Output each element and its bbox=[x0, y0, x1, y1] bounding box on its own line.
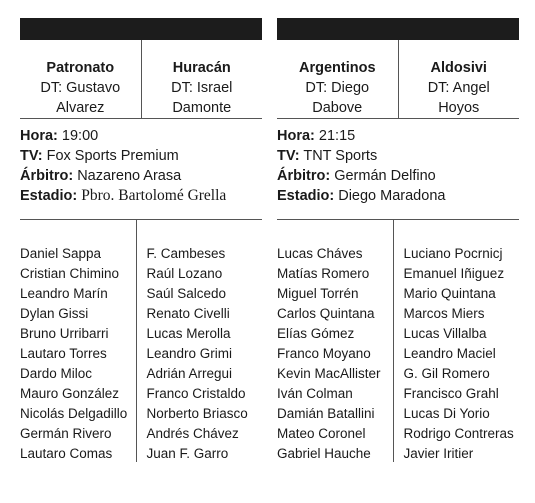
home-lineup bbox=[20, 220, 136, 462]
player-name: Mauro González bbox=[20, 386, 120, 401]
info-hora: Hora: 19:00 bbox=[20, 128, 99, 144]
match-info bbox=[277, 119, 519, 220]
player-name: Leandro Marín bbox=[20, 286, 108, 301]
teams-row bbox=[20, 40, 262, 119]
player-name: Miguel Torrén bbox=[277, 286, 359, 301]
player-name: Daniel Sappa bbox=[20, 246, 102, 261]
player-name: Bruno Urribarri bbox=[20, 326, 109, 341]
info-tv: TV: Fox Sports Premium bbox=[20, 148, 179, 164]
match-card-argentinos-aldosivi bbox=[277, 18, 519, 462]
home-lineup bbox=[277, 220, 393, 462]
player-name: G. Gil Romero bbox=[403, 366, 490, 381]
player-name: Lucas Cháves bbox=[277, 246, 363, 261]
away-coach-line-2: Hoyos bbox=[438, 100, 480, 116]
player-name: Elías Gómez bbox=[277, 326, 355, 341]
info-tv: TV: TNT Sports bbox=[277, 148, 378, 164]
player-name: Juan F. Garro bbox=[146, 446, 229, 461]
player-name: Cristian Chimino bbox=[20, 266, 120, 281]
away-team-name: Huracán bbox=[172, 60, 231, 76]
player-name: Saúl Salcedo bbox=[146, 286, 227, 301]
player-name: Adrián Arregui bbox=[146, 366, 233, 381]
player-name: Matías Romero bbox=[277, 266, 370, 281]
home-team bbox=[277, 40, 398, 118]
player-name: Franco Moyano bbox=[277, 346, 371, 361]
away-team bbox=[398, 40, 520, 118]
player-name: Marcos Miers bbox=[403, 306, 485, 321]
home-team-name: Patronato bbox=[46, 60, 115, 76]
player-name: Damián Batallini bbox=[277, 406, 375, 421]
player-name: Germán Rivero bbox=[20, 426, 112, 441]
player-name: Carlos Quintana bbox=[277, 306, 375, 321]
home-coach-line-1: DT: Gustavo bbox=[40, 80, 121, 96]
away-team-name: Aldosivi bbox=[430, 60, 487, 76]
home-coach-line-1: DT: Diego bbox=[305, 80, 370, 96]
info-estadio: Estadio: Diego Maradona bbox=[277, 188, 446, 204]
player-name: Nicolás Delgadillo bbox=[20, 406, 128, 421]
player-name: Andrés Chávez bbox=[146, 426, 239, 441]
player-name: Lucas Merolla bbox=[146, 326, 231, 341]
away-coach-line-2: Damonte bbox=[172, 100, 232, 116]
player-name: Kevin MacAllister bbox=[277, 366, 381, 381]
player-name: Lautaro Torres bbox=[20, 346, 107, 361]
player-name: Mario Quintana bbox=[403, 286, 496, 301]
player-name: Mateo Coronel bbox=[277, 426, 366, 441]
player-name: Raúl Lozano bbox=[146, 266, 223, 281]
away-coach-line-1: DT: Angel bbox=[427, 80, 490, 96]
header-bar bbox=[20, 18, 262, 40]
teams-row bbox=[277, 40, 519, 119]
player-name: Rodrigo Contreras bbox=[403, 426, 514, 441]
info-estadio: Estadio: Pbro. Bartolomé Grella bbox=[20, 187, 227, 204]
player-name: Dylan Gissi bbox=[20, 306, 89, 321]
lineups bbox=[20, 220, 262, 462]
match-card-patronato-huracan bbox=[20, 18, 262, 462]
home-team-name: Argentinos bbox=[298, 60, 376, 76]
player-name: Javier Iritier bbox=[403, 446, 474, 461]
away-coach-line-1: DT: Israel bbox=[171, 80, 233, 96]
player-name: Lucas Villalba bbox=[403, 326, 487, 341]
home-team bbox=[20, 40, 141, 118]
info-hora: Hora: 21:15 bbox=[277, 128, 356, 144]
player-name: F. Cambeses bbox=[146, 246, 226, 261]
match-info bbox=[20, 119, 262, 220]
player-name: Lucas Di Yorio bbox=[403, 406, 490, 421]
info-arbitro: Árbitro: Germán Delfino bbox=[277, 168, 436, 184]
away-lineup bbox=[393, 220, 520, 462]
player-name: Norberto Briasco bbox=[146, 406, 248, 421]
player-name: Emanuel Iñiguez bbox=[403, 266, 505, 281]
player-name: Renato Civelli bbox=[146, 306, 230, 321]
player-name: Francisco Grahl bbox=[403, 386, 499, 401]
player-name: Iván Colman bbox=[277, 386, 353, 401]
player-name: Gabriel Hauche bbox=[277, 446, 371, 461]
player-name: Dardo Miloc bbox=[20, 366, 93, 381]
header-bar bbox=[277, 18, 519, 40]
info-arbitro: Árbitro: Nazareno Arasa bbox=[20, 168, 182, 184]
player-name: Leandro Maciel bbox=[403, 346, 496, 361]
away-lineup bbox=[136, 220, 263, 462]
player-name: Luciano Pocrnicj bbox=[403, 246, 503, 261]
player-name: Lautaro Comas bbox=[20, 446, 113, 461]
away-team bbox=[141, 40, 263, 118]
player-name: Leandro Grimi bbox=[146, 346, 233, 361]
player-name: Franco Cristaldo bbox=[146, 386, 246, 401]
lineups bbox=[277, 220, 519, 462]
home-coach-line-2: Alvarez bbox=[56, 100, 105, 116]
home-coach-line-2: Dabove bbox=[312, 100, 363, 116]
